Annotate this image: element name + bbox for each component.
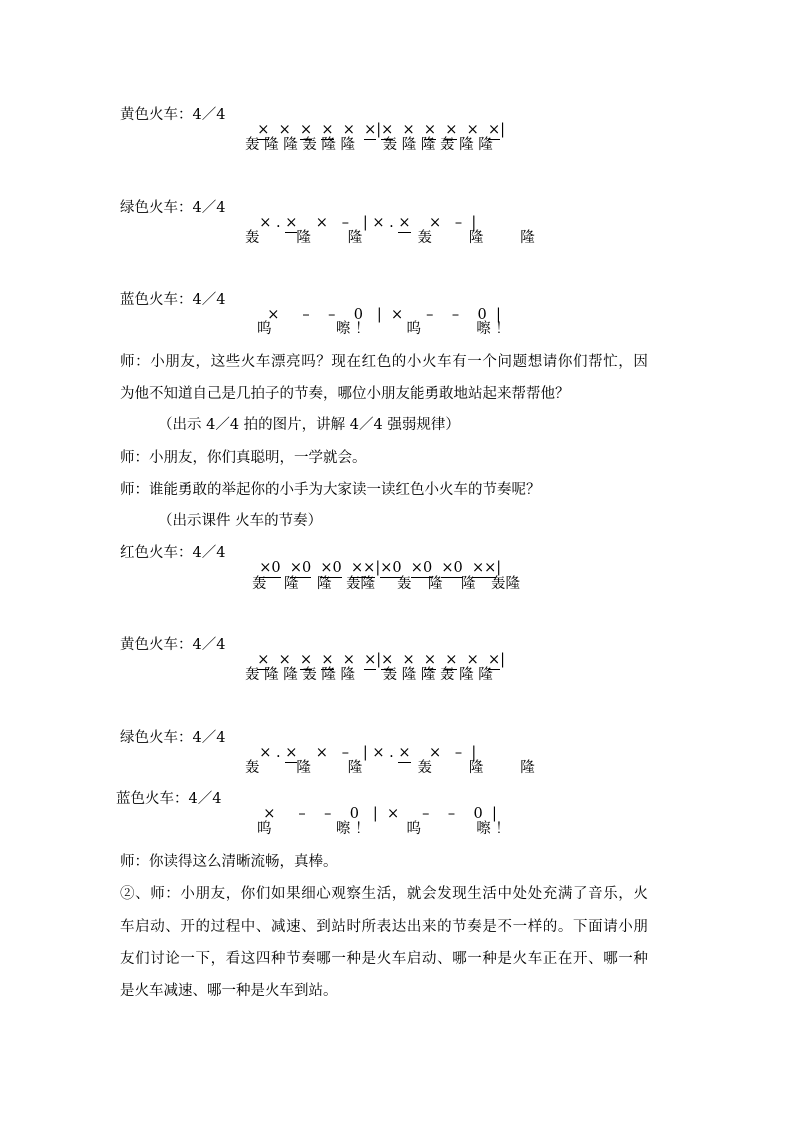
beat: – <box>298 805 306 822</box>
red-train-word: 隆 <box>317 576 332 592</box>
beat: × <box>315 214 328 231</box>
beat: × <box>488 121 501 138</box>
beat: × <box>315 744 328 761</box>
beat: × <box>386 805 400 822</box>
beat: × <box>428 214 442 231</box>
beat: ×0 <box>410 559 433 576</box>
red-train-rhythm <box>250 546 501 575</box>
beat: × <box>488 651 501 668</box>
barline: | <box>376 121 382 138</box>
beat: × <box>402 651 415 668</box>
red-train-word: 轰 <box>397 576 412 592</box>
barline: | <box>375 559 381 576</box>
barline: | <box>362 744 368 761</box>
blue-train-rhythm <box>254 792 497 821</box>
beat: × <box>466 651 479 668</box>
beat: 0 <box>473 805 483 822</box>
red-train-word: 轰隆 <box>346 576 375 592</box>
barline: | <box>500 121 506 138</box>
red-train-word: 轰 <box>252 576 267 592</box>
beat: – <box>451 306 460 323</box>
green-train-rhythm <box>250 731 476 760</box>
beat: × <box>445 121 458 138</box>
barline: | <box>376 306 382 323</box>
beat: × <box>364 121 377 138</box>
beat: – <box>422 805 430 822</box>
beat: × <box>381 121 394 138</box>
beat: – <box>341 744 350 761</box>
beat: ×0 <box>289 559 312 576</box>
red-train-word: 隆 <box>284 576 299 592</box>
barline: | <box>471 214 477 231</box>
beat: × <box>321 121 334 138</box>
beat: ×0 <box>441 559 463 576</box>
blue-train-words: 呜 嚓 ！ 呜 嚓 ！ <box>257 321 510 337</box>
beat: × <box>299 651 313 668</box>
yellow-train-rhythm <box>248 638 505 667</box>
beat: – <box>302 306 310 323</box>
beat: – <box>341 214 350 231</box>
beat: × <box>402 121 415 138</box>
beat: × <box>257 121 270 138</box>
beat: ×× <box>351 559 376 576</box>
beat: × <box>423 651 437 668</box>
green-train-rhythm <box>250 201 476 230</box>
beat: ×0 <box>259 559 281 576</box>
beat: × <box>285 744 298 761</box>
beat: × <box>466 121 479 138</box>
beat: × <box>342 121 355 138</box>
green-train-words: 轰 隆 隆 轰 隆 隆 <box>245 760 535 776</box>
paragraph: 车启动、开的过程中、减速、到站时所表达出来的节奏是不一样的。下面请小朋 <box>120 919 649 935</box>
beat: × <box>263 805 276 822</box>
yellow-train-rhythm <box>248 108 505 137</box>
paragraph: （出示课件 火车的节奏） <box>158 513 323 529</box>
blue-train-rhythm <box>258 293 501 322</box>
red-train-word: 隆 <box>461 576 476 592</box>
beat: × <box>285 214 298 231</box>
paragraph: （出示 4／4 拍的图片，讲解 4／4 强弱规律） <box>158 417 460 433</box>
beat: × <box>428 744 442 761</box>
red-train-word: 轰隆 <box>491 576 520 592</box>
beat: × <box>257 651 270 668</box>
beat: × . <box>372 214 394 231</box>
blue-train-words: 呜 嚓 ！ 呜 嚓 ！ <box>257 821 510 837</box>
barline: | <box>362 214 368 231</box>
beat: × <box>390 306 404 323</box>
beat: × <box>267 306 280 323</box>
beat: – <box>328 306 336 323</box>
green-train-label: 绿色火车：4／4 <box>120 200 226 216</box>
barline: | <box>471 744 477 761</box>
beat: × <box>364 651 377 668</box>
beat: – <box>454 744 463 761</box>
beat: – <box>447 805 456 822</box>
beat: 0 <box>349 805 360 822</box>
beat: ×0 <box>380 559 402 576</box>
barline: | <box>492 805 497 822</box>
paragraph: 师：小朋友，你们真聪明，一学就会。 <box>120 450 367 466</box>
beat: × <box>423 121 437 138</box>
red-train-label: 红色火车：4／4 <box>120 545 226 561</box>
yellow-train-label: 黄色火车：4／4 <box>120 107 226 123</box>
beat: 0 <box>477 306 487 323</box>
beat: × <box>381 651 394 668</box>
beat: × <box>398 744 411 761</box>
beat: × <box>278 121 291 138</box>
beat: × <box>299 121 313 138</box>
beat: – <box>426 306 434 323</box>
paragraph: 师：小朋友，这些火车漂亮吗？现在红色的小火车有一个问题想请你们帮忙，因 <box>120 354 649 370</box>
red-train-word: 隆 <box>428 576 443 592</box>
yellow-train-words: 轰 隆 隆 轰 隆 隆 轰 隆 隆 轰 隆 隆 <box>245 137 493 153</box>
barline: | <box>500 651 506 668</box>
beat: × <box>278 651 291 668</box>
yellow-train-words: 轰 隆 隆 轰 隆 隆 轰 隆 隆 轰 隆 隆 <box>245 667 493 683</box>
barline: | <box>372 805 378 822</box>
beat: × <box>321 651 334 668</box>
beat: × <box>445 651 458 668</box>
paragraph: ②、师：小朋友，你们如果细心观察生活，就会发现生活中处处充满了音乐，火 <box>120 886 649 902</box>
beat: ×× <box>471 559 497 576</box>
barline: | <box>496 306 501 323</box>
beat: × <box>398 214 411 231</box>
paragraph: 师：你读得这么清晰流畅，真棒。 <box>120 854 338 870</box>
paragraph: 师：谁能勇敢的举起你的小手为大家读一读红色小火车的节奏呢？ <box>120 482 541 498</box>
beat: – <box>324 805 332 822</box>
beat: 0 <box>353 306 364 323</box>
paragraph: 为他不知道自己是几拍子的节奏，哪位小朋友能勇敢地站起来帮帮他？ <box>120 386 570 402</box>
green-train-label: 绿色火车：4／4 <box>120 730 226 746</box>
beat: × . <box>259 214 281 231</box>
barline: | <box>376 651 382 668</box>
blue-train-label: 蓝色火车：4／4 <box>120 292 226 308</box>
beat: ×0 <box>320 559 342 576</box>
paragraph: 是火车减速、哪一种是火车到站。 <box>120 983 338 999</box>
barline: | <box>496 559 502 576</box>
yellow-train-label: 黄色火车：4／4 <box>120 637 226 653</box>
green-train-words: 轰 隆 隆 轰 隆 隆 <box>245 230 535 246</box>
beat: – <box>454 214 463 231</box>
beat: × . <box>372 744 394 761</box>
beat: × <box>342 651 355 668</box>
paragraph: 友们讨论一下，看这四种节奏哪一种是火车启动、哪一种是火车正在开、哪一种 <box>120 951 649 967</box>
beat: × . <box>259 744 281 761</box>
blue-train-label: 蓝色火车：4／4 <box>116 791 222 807</box>
